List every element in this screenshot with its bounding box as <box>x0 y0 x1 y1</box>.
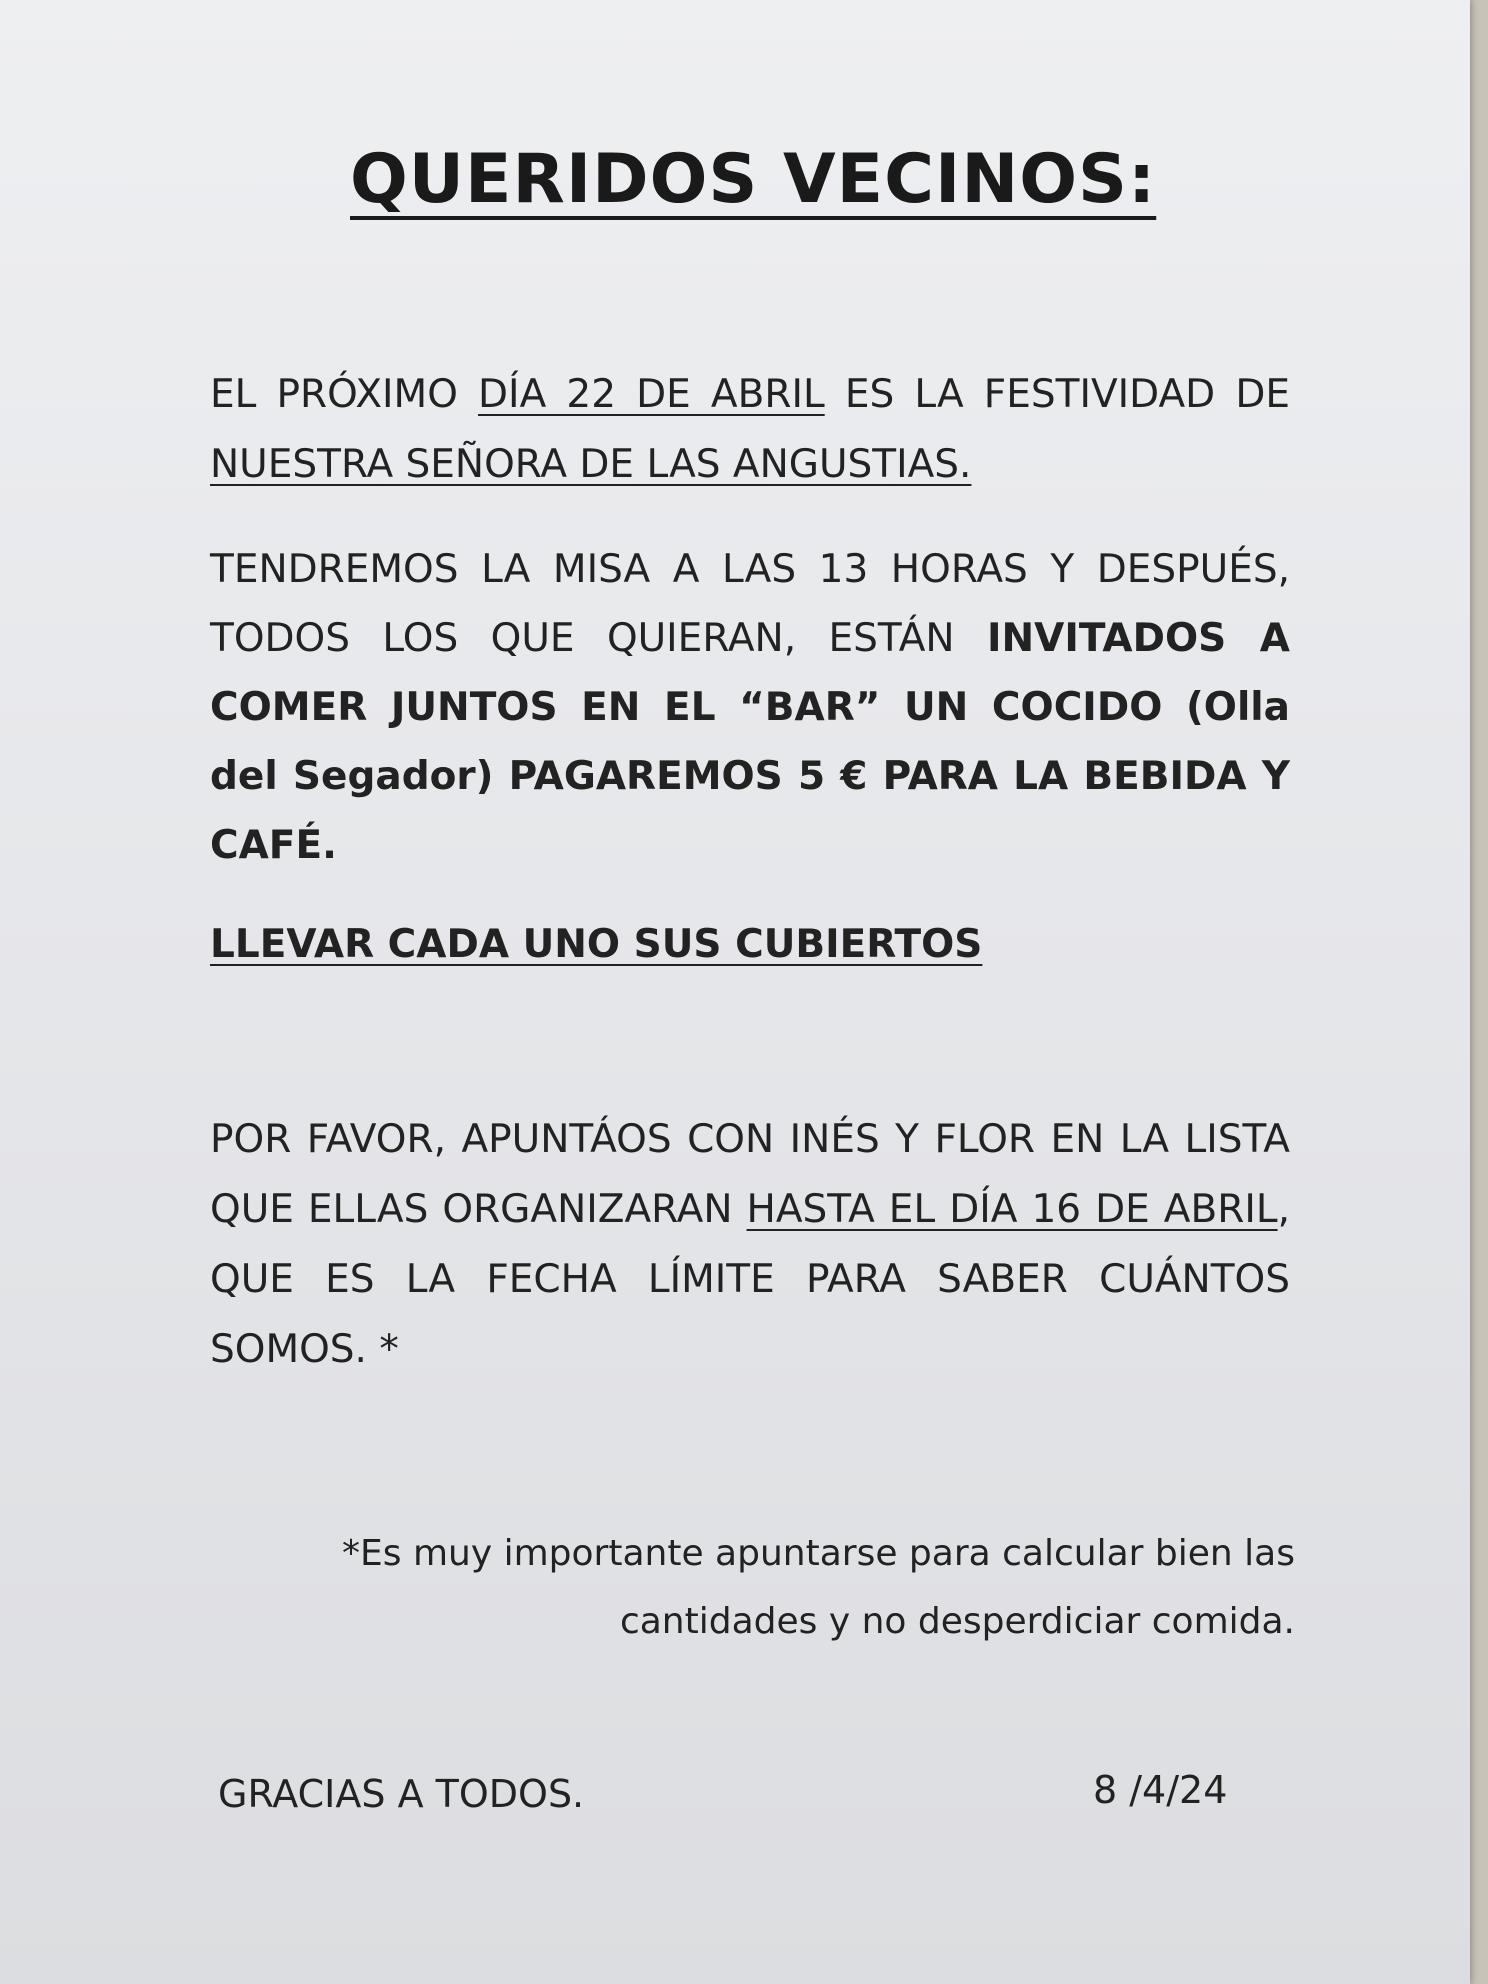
notice-date: 8 /4/24 <box>1093 1768 1228 1812</box>
footnote <box>315 1520 1295 1656</box>
meal-invitation: INVITADOS A COMER JUNTOS EN EL “BAR” UN COCIDO (Olla del Segador) PAGAREMOS 5 € PARA LA BEBIDA Y CAFÉ. <box>210 616 1290 868</box>
paragraph-festivity <box>210 360 1290 500</box>
signup-end: , QUE ES LA FECHA LÍMITE PARA SABER CUÁNTOS SOMOS. * <box>210 1187 1290 1372</box>
closing-thanks: GRACIAS A TODOS. <box>218 1772 585 1816</box>
paragraph-mass-meal <box>210 535 1290 880</box>
festivity-date: DÍA 22 DE ABRIL <box>478 372 825 417</box>
festivity-middle: ES LA FESTIVIDAD DE <box>824 372 1290 417</box>
paragraph-signup <box>210 1105 1290 1385</box>
festivity-name: NUESTRA SEÑORA DE LAS ANGUSTIAS. <box>210 442 972 487</box>
festivity-intro: EL PRÓXIMO <box>210 372 479 417</box>
footnote-line-2: cantidades y no desperdiciar comida. <box>619 1601 1295 1642</box>
mass-text: TENDREMOS LA MISA A LAS 13 HORAS Y DESPUÉS, TODOS LOS QUE QUIERAN, ESTÁN <box>210 547 1290 661</box>
signup-intro: POR FAVOR, APUNTÁOS CON INÉS Y FLOR EN LA LISTA QUE ELLAS ORGANIZARAN <box>210 1117 1290 1232</box>
notice-title: QUERIDOS VECINOS: <box>350 140 1157 219</box>
cutlery-notice: LLEVAR CADA UNO SUS CUBIERTOS <box>210 922 983 967</box>
footnote-line-1: *Es muy importante apuntarse para calcular bien las <box>342 1533 1295 1574</box>
signup-deadline: HASTA EL DÍA 16 DE ABRIL <box>746 1187 1278 1232</box>
